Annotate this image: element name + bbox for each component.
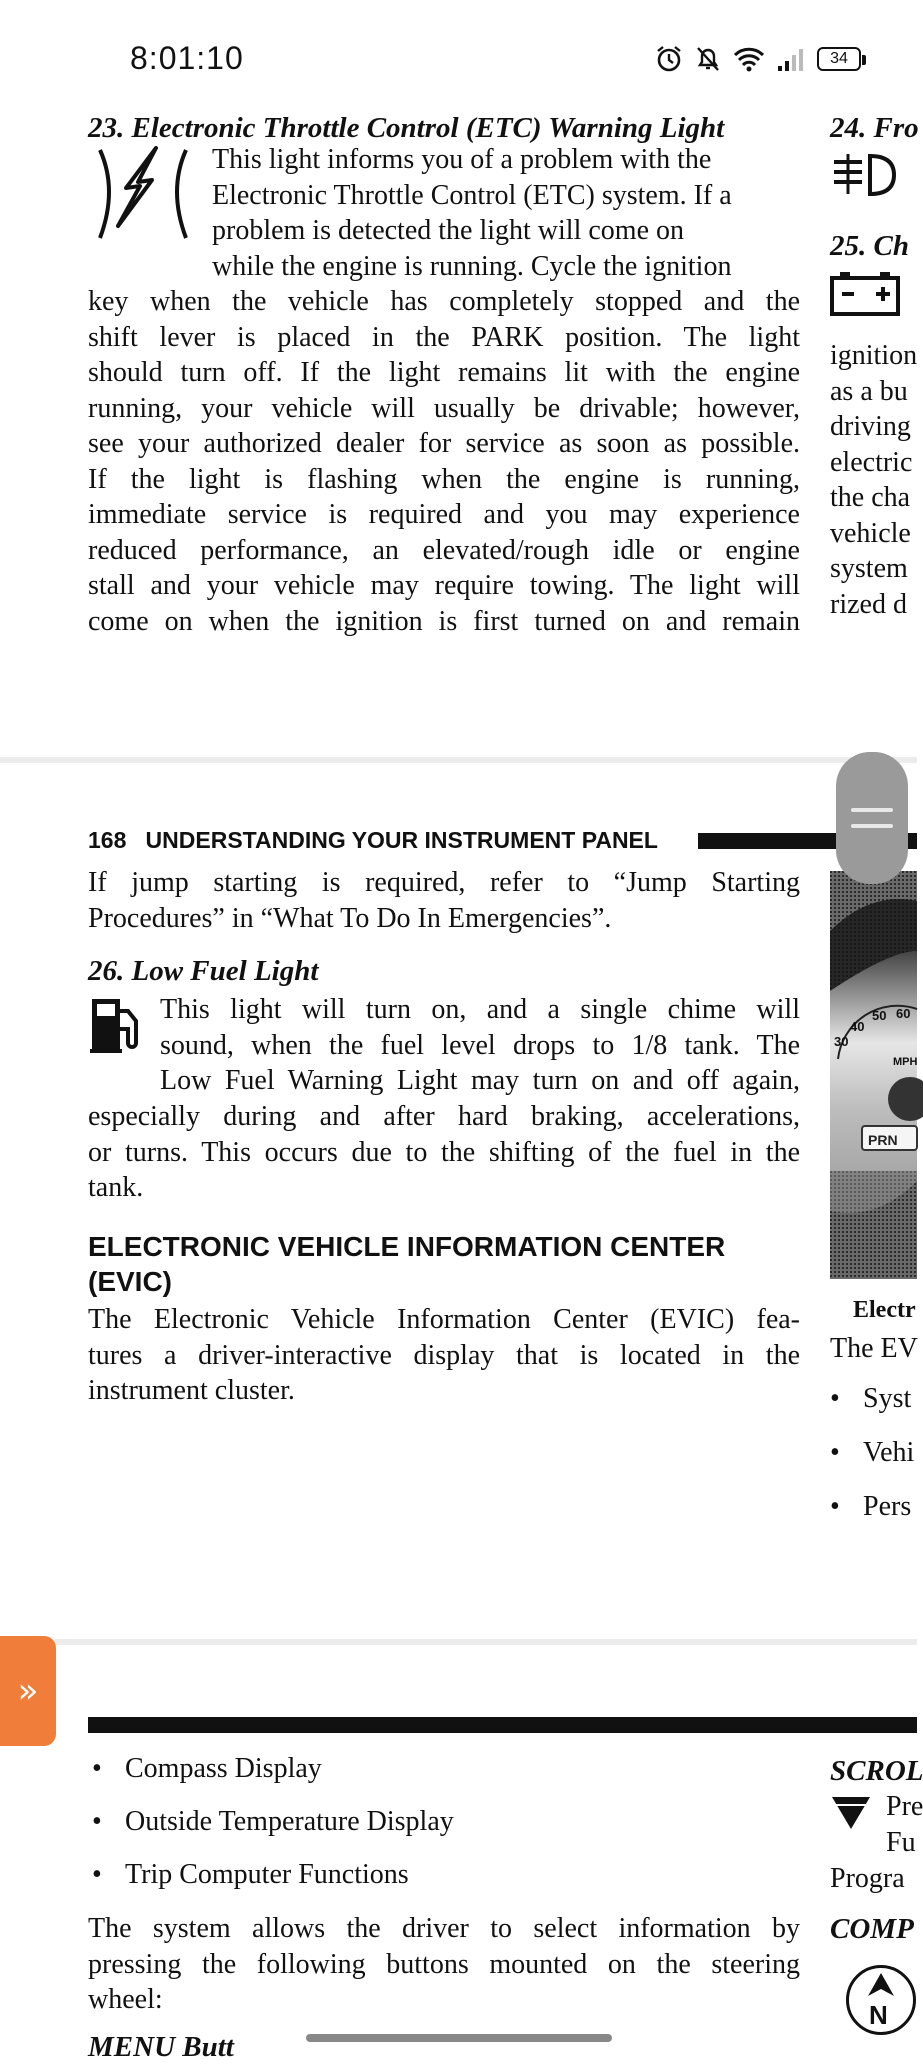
etc-line: Electronic Throttle Control (ETC) system. If a — [212, 179, 732, 211]
etc-line: come on when the ignition is first turned on and remain — [88, 605, 800, 637]
alarm-icon — [655, 45, 683, 73]
instrument-cluster-image — [830, 871, 917, 1279]
right-heading-24: 24. Fro — [830, 112, 919, 144]
system-line: wheel: — [88, 1984, 163, 2015]
header-rule — [88, 1717, 917, 1733]
right-line: as a bu — [830, 375, 908, 407]
etc-line: stall and your vehicle may require towing. The light will — [88, 570, 800, 601]
right-column-text — [830, 338, 917, 622]
right-line: driving — [830, 411, 911, 442]
right-line: vehicle — [830, 517, 911, 549]
etc-line: problem is detected the light will come on — [212, 215, 684, 246]
grip-line — [851, 824, 893, 828]
down-arrow-icon — [830, 1795, 872, 1831]
low-fuel-wrap-lines — [160, 992, 800, 1099]
etc-paragraph-wrap-lines — [212, 142, 800, 284]
fuel-line: especially during and after hard braking, accelerations, — [88, 1101, 800, 1132]
right-line: rized d — [830, 588, 907, 620]
scrollbar-thumb[interactable] — [836, 752, 908, 884]
battery-charge-icon — [830, 270, 902, 318]
low-fuel-full-lines — [88, 1099, 800, 1206]
right-line: electric — [830, 446, 913, 478]
jump-line: Procedures” in “What To Do In Emergencies”. — [88, 902, 612, 934]
etc-line: shift lever is placed in the PARK position. The light — [88, 321, 800, 353]
etc-line: reduced performance, an elevated/rough idle or engine — [88, 534, 800, 566]
gear-indicator: PRN — [868, 1132, 898, 1148]
evic-heading-line: ELECTRONIC VEHICLE INFORMATION CENTER — [88, 1231, 726, 1262]
right-line: system — [830, 553, 908, 584]
evic-line: The Electronic Vehicle Information Center (EVIC) fea- — [88, 1304, 800, 1335]
system-paragraph — [88, 1911, 800, 2018]
manual-page-2 — [0, 763, 917, 1639]
fog-light-icon — [830, 150, 900, 200]
right-compass-heading: COMP — [830, 1913, 914, 1945]
right-line: Fu — [886, 1827, 916, 1858]
double-chevron-right-icon: » — [17, 1671, 39, 1711]
right-bullet: • Syst — [830, 1383, 917, 1415]
jump-line: If jump starting is required, refer to “Jump Starting — [88, 867, 800, 898]
menu-button-heading: MENU Butt — [88, 2031, 234, 2063]
compass-needle-icon — [866, 1972, 896, 1998]
compass-letter: N — [869, 2000, 888, 2030]
gauge-label-30: 30 — [834, 1034, 849, 1049]
etc-line: should turn off. If the light remains lit with the engine — [88, 357, 800, 388]
etc-heading: 23. Electronic Throttle Control (ETC) Warning Light — [88, 112, 725, 144]
system-line: The system allows the driver to select information by — [88, 1913, 800, 1944]
grip-line — [851, 808, 893, 812]
system-line: pressing the following buttons mounted on the steering — [88, 1948, 800, 1980]
right-bullet: • Vehi — [830, 1437, 917, 1469]
fuel-line: or turns. This occurs due to the shifting of the fuel in the — [88, 1136, 800, 1168]
etc-line: while the engine is running. Cycle the ignition — [212, 250, 732, 282]
page-header: 168 UNDERSTANDING YOUR INSTRUMENT PANEL — [88, 827, 658, 853]
expand-toolbar-button[interactable] — [0, 1636, 56, 1746]
right-line: ignition — [830, 340, 918, 371]
evic-paragraph — [88, 1302, 800, 1409]
etc-line: running, your vehicle will usually be drivable; however, — [88, 392, 800, 424]
evic-heading-line: (EVIC) — [88, 1266, 172, 1297]
low-fuel-heading: 26. Low Fuel Light — [88, 955, 319, 987]
evic-line: tures a driver-interactive display that is located in the — [88, 1339, 800, 1371]
right-heading-25: 25. Ch — [830, 230, 909, 262]
signal-icon — [777, 46, 805, 72]
right-image-caption: Electr — [853, 1297, 916, 1323]
etc-line: see your authorized dealer for service as soon as possible. — [88, 428, 800, 459]
gauge-label-mph: MPH — [893, 1056, 918, 1068]
evic-section-heading — [88, 1229, 725, 1299]
status-bar — [0, 0, 917, 112]
manual-page-1 — [0, 112, 917, 757]
gauge-label-40: 40 — [850, 1019, 865, 1034]
right-bullet: • Pers — [830, 1491, 917, 1523]
etc-line: If the light is flashing when the engine is running, — [88, 463, 800, 495]
etc-line: key when the vehicle has completely stopped and the — [88, 286, 800, 317]
right-scroll-heading: SCROL — [830, 1755, 923, 1787]
etc-line: immediate service is required and you may experience — [88, 499, 800, 530]
fuel-line: sound, when the fuel level drops to 1/8 tank. The — [160, 1029, 800, 1061]
right-line: Pre — [886, 1791, 923, 1822]
right-evic-text: The EV — [830, 1333, 918, 1364]
evic-line: instrument cluster. — [88, 1375, 295, 1406]
fuel-line: tank. — [88, 1172, 144, 1203]
gauge-label-60: 60 — [896, 1006, 911, 1021]
status-icons — [655, 44, 861, 74]
jump-start-text — [88, 865, 800, 936]
right-line: the cha — [830, 482, 911, 513]
bullet-trip-computer: • Trip Computer Functions — [92, 1859, 409, 1891]
home-indicator[interactable] — [306, 2034, 612, 2042]
bullet-compass-display: • Compass Display — [92, 1753, 322, 1785]
etc-line: This light informs you of a problem with the — [212, 144, 712, 175]
wifi-icon — [733, 46, 765, 72]
battery-icon: 34 — [817, 47, 861, 71]
bell-muted-icon — [695, 45, 721, 73]
etc-paragraph-full-lines — [88, 284, 800, 639]
gauge-label-50: 50 — [872, 1008, 887, 1023]
compass-icon — [846, 1965, 916, 2035]
manual-page-3 — [0, 1645, 923, 2063]
fuel-pump-icon — [88, 995, 144, 1055]
status-time: 8:01:10 — [130, 40, 244, 76]
fuel-line: This light will turn on, and a single chime will — [160, 994, 800, 1025]
etc-warning-icon — [88, 146, 198, 242]
fuel-line: Low Fuel Warning Light may turn on and off again, — [160, 1065, 800, 1096]
bullet-outside-temp: • Outside Temperature Display — [92, 1806, 454, 1838]
right-line: Progra — [830, 1863, 905, 1894]
